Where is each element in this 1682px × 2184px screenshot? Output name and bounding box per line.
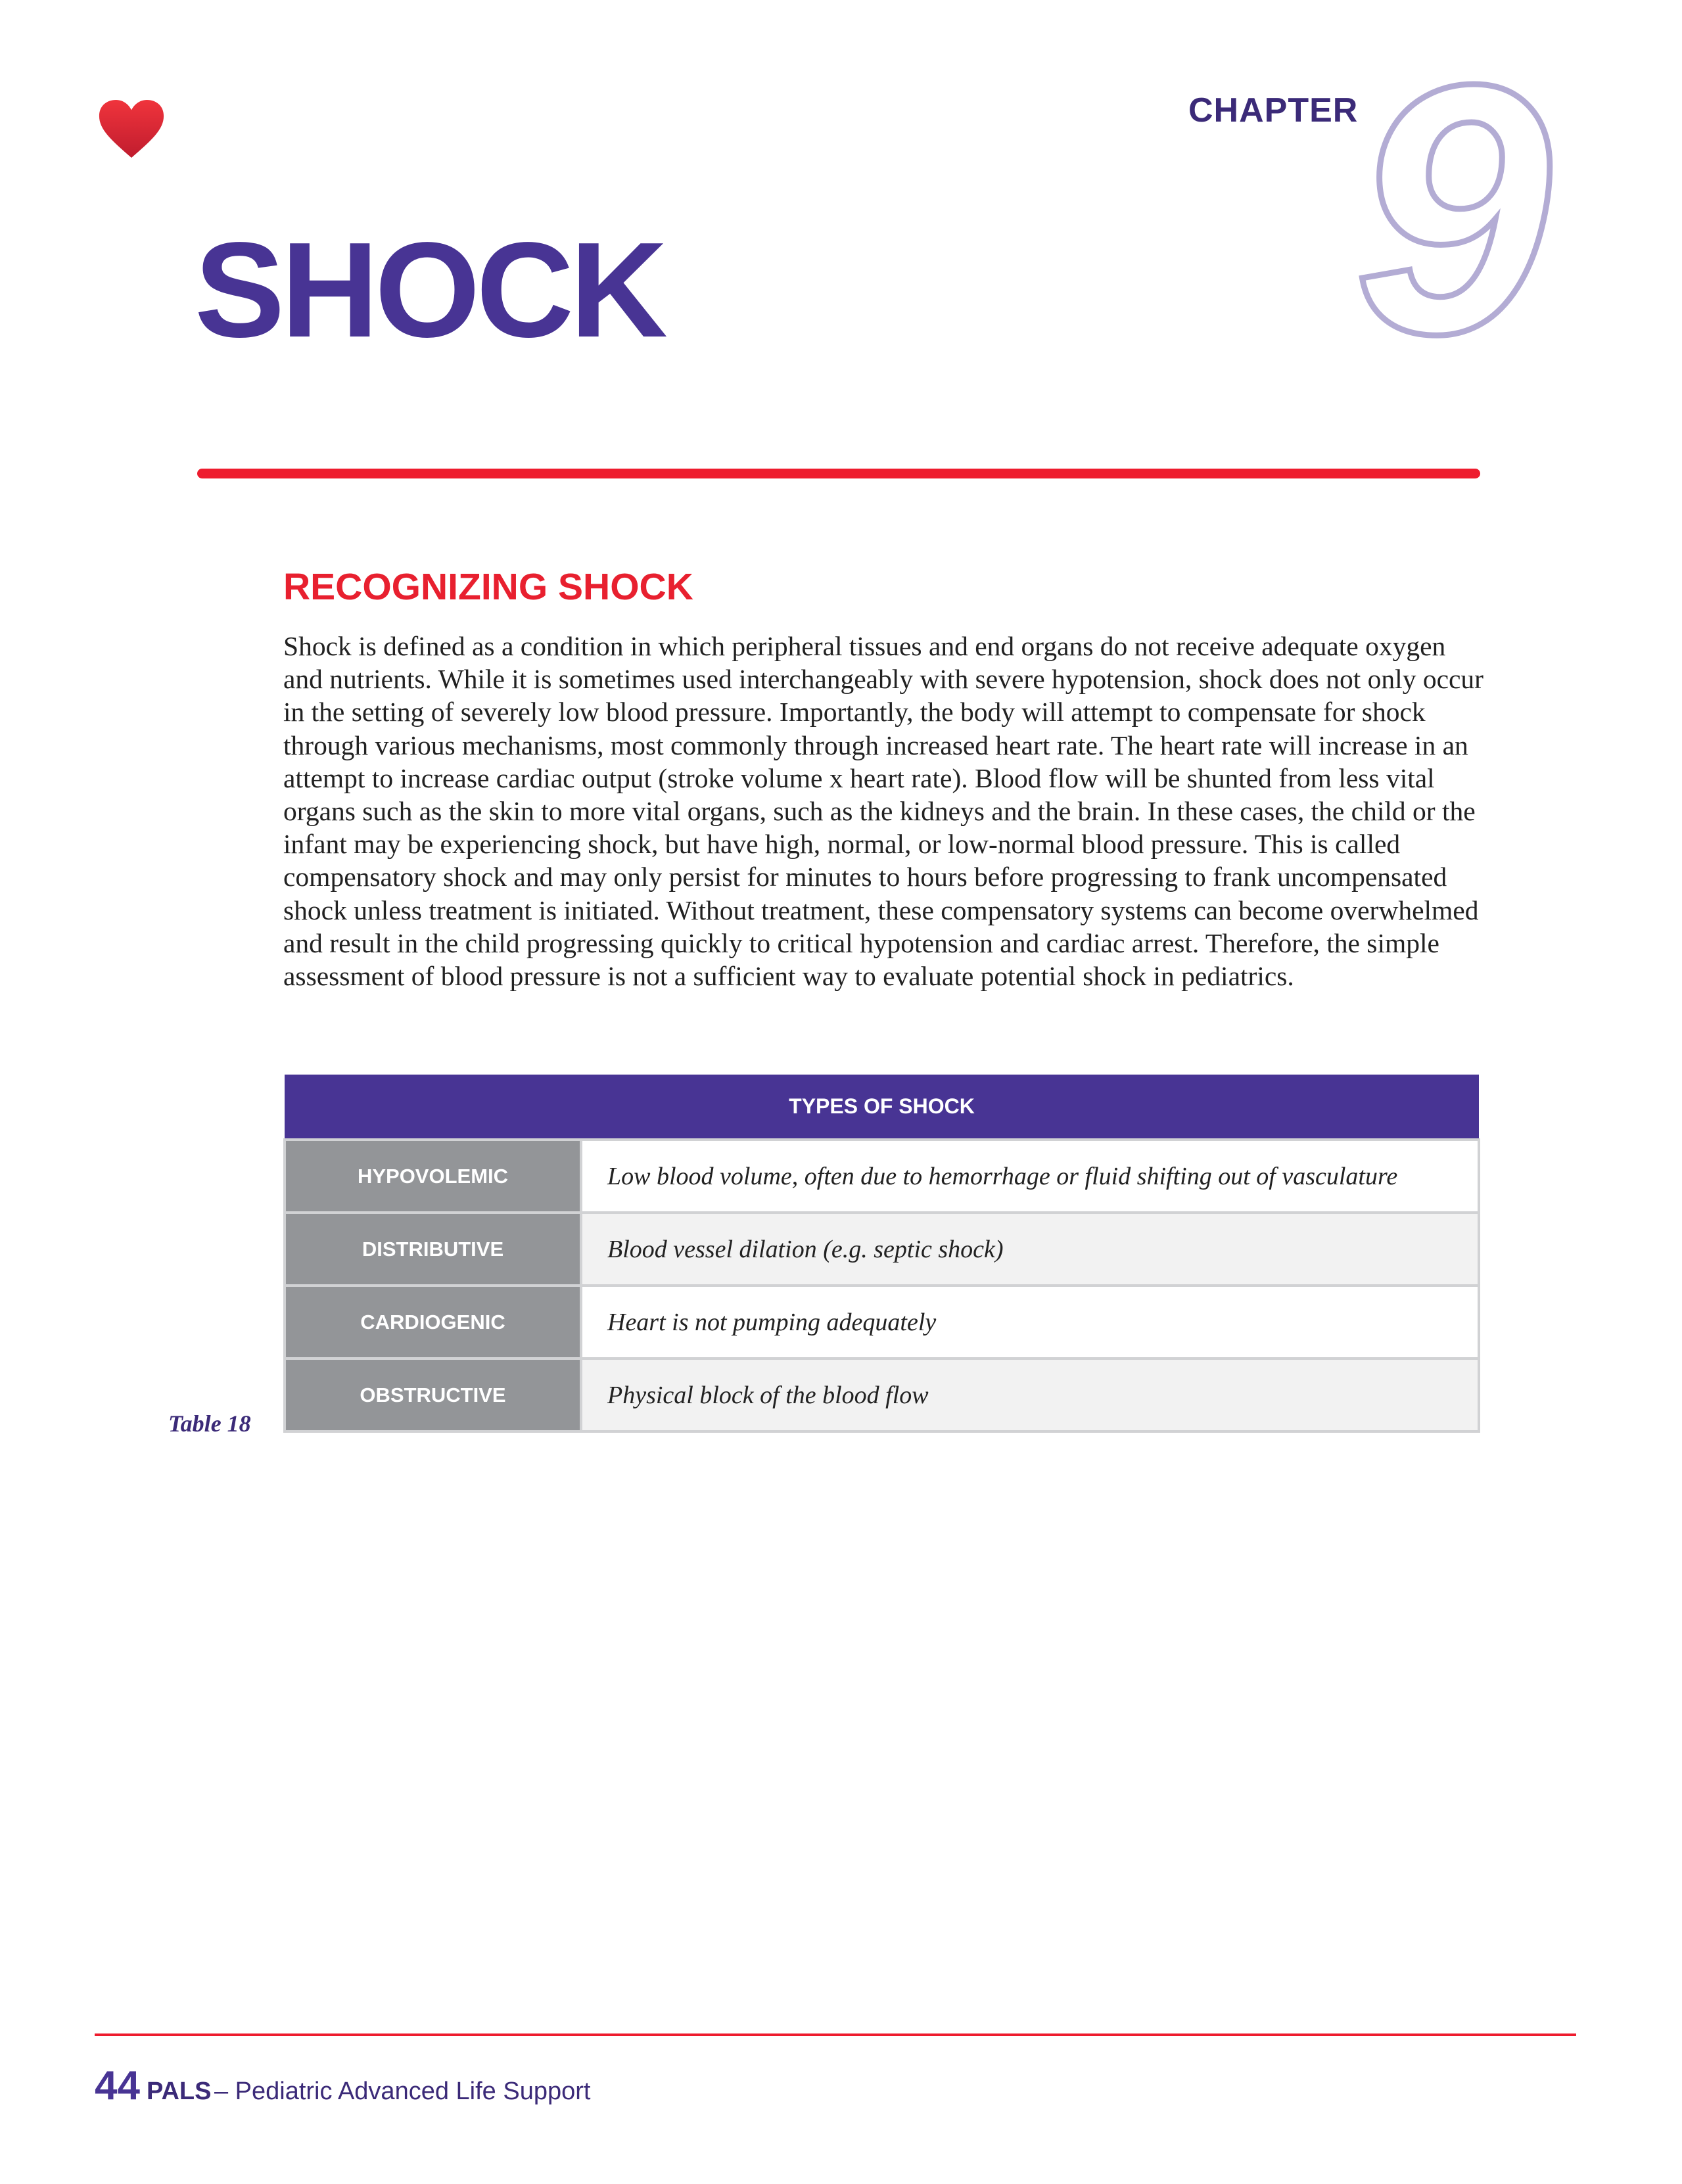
shock-type: DISTRIBUTIVE	[285, 1213, 581, 1286]
shock-type: OBSTRUCTIVE	[285, 1359, 581, 1431]
shock-description: Physical block of the blood flow	[581, 1359, 1479, 1431]
shock-description: Heart is not pumping adequately	[581, 1286, 1479, 1359]
chapter-number	[1328, 66, 1577, 348]
table-row	[285, 1359, 1479, 1431]
book-short-title: PALS	[146, 2078, 212, 2105]
section-paragraph: Shock is defined as a condition in which peripheral tissues and end organs do not receive adequate oxygen and nutrients. While it is sometimes used interchangeably with severe hypotension, shock does not only occur in the setting of severely low blood pressure. Importantly, the body will attempt to compensate for shock through various mechanisms, most commonly through increased heart rate. The heart rate will increase in an attempt to increase cardiac output (stroke volume x heart rate). Blood flow will be shunted from less vital organs such as the skin to more vital organs, such as the kidneys and the brain. In these cases, the child or the infant may be experiencing shock, but have high, normal, or low-normal blood pressure. This is called compensatory shock and may only persist for minutes to hours before progressing to frank uncompensated shock unless treatment is initiated. Without treatment, these compensatory systems can become overwhelmed and result in the child progressing quickly to critical hypotension and cardiac arrest. Therefore, the simple assessment of blood pressure is not a sufficient way to evaluate potential shock in pediatrics.	[283, 631, 1483, 992]
table-row	[285, 1286, 1479, 1359]
table-header: TYPES OF SHOCK	[285, 1075, 1479, 1140]
book-title: – Pediatric Advanced Life Support	[214, 2078, 591, 2105]
footer-divider	[95, 2033, 1576, 2036]
heart-icon	[97, 99, 166, 159]
table-caption: Table 18	[168, 1410, 251, 1437]
page-number: 44	[95, 2063, 140, 2108]
section-heading: RECOGNIZING SHOCK	[283, 566, 693, 608]
chapter-title: SHOCK	[195, 214, 664, 365]
shock-description: Blood vessel dilation (e.g. septic shock)	[581, 1213, 1479, 1286]
shock-description: Low blood volume, often due to hemorrhage or fluid shifting out of vasculature	[581, 1140, 1479, 1213]
title-divider	[197, 469, 1480, 478]
page-footer	[95, 2062, 590, 2109]
chapter-label: CHAPTER	[1188, 91, 1359, 129]
table-row	[285, 1213, 1479, 1286]
svg-text:9: 9	[1353, 66, 1552, 348]
types-of-shock-table	[283, 1075, 1480, 1433]
shock-type: HYPOVOLEMIC	[285, 1140, 581, 1213]
shock-type: CARDIOGENIC	[285, 1286, 581, 1359]
table-row	[285, 1140, 1479, 1213]
